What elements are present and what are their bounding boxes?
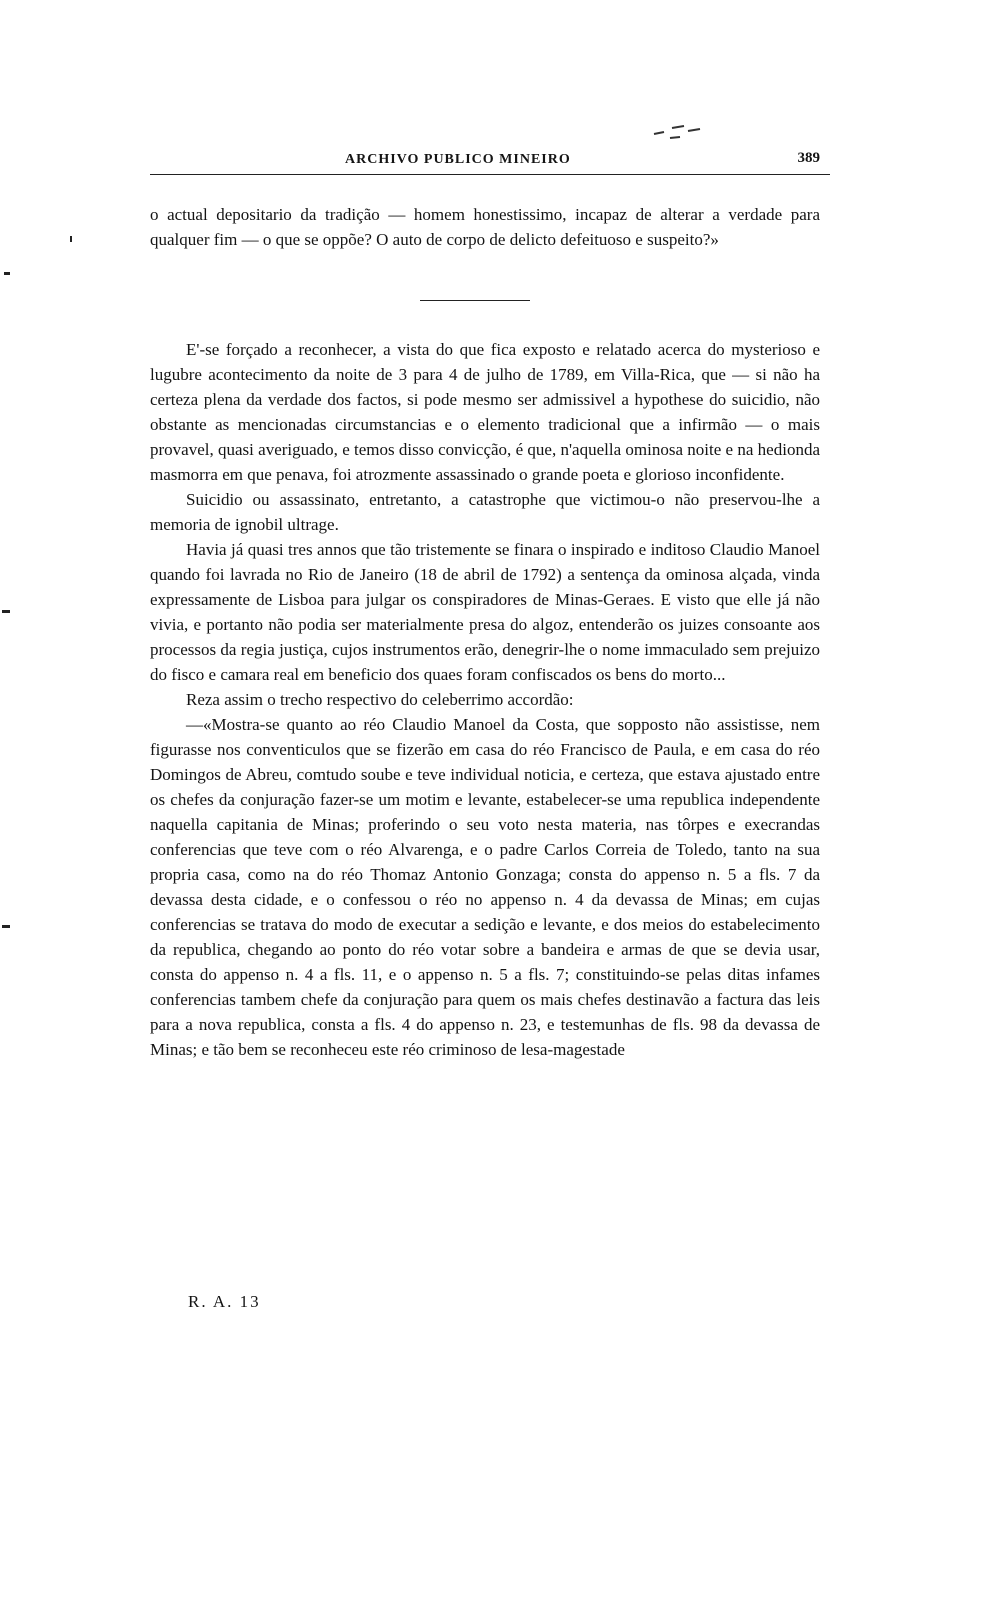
body-text xyxy=(150,337,820,1062)
margin-mark xyxy=(70,236,72,242)
margin-mark xyxy=(4,272,10,275)
running-header xyxy=(150,150,830,175)
paragraph: o actual depositario da tradição — homem honestissimo, incapaz de alterar a verdade para qualquer fim — o que se oppõe? O auto de corpo de delicto defeituoso e suspeito?» xyxy=(150,205,820,249)
opening-paragraph xyxy=(150,202,820,252)
paragraph: Havia já quasi tres annos que tão tristemente se finara o inspirado e inditoso Claudio Manoel quando foi lavrada no Rio de Janeiro (18 de abril de 1792) a sentença da ominosa alçada, vinda expressamente de Lisboa para julgar os conspiradores de Minas-Geraes. E visto que elle já não vivia, e portanto não podia ser materialmente presa do algoz, entenderão os juizes consoante aos processos da regia justiça, cujos instrumentos erão, denegrir-lhe o nome immaculado sem prejuizo do fisco e camara real em beneficio dos quaes foram confiscados os bens do morto... xyxy=(150,540,820,684)
paragraph: Suicidio ou assassinato, entretanto, a catastrophe que victimou-o não preservou-lhe a memoria de ignobil ultrage. xyxy=(150,490,820,534)
running-title: ARCHIVO PUBLICO MINEIRO xyxy=(345,152,571,167)
section-divider xyxy=(420,300,530,301)
ink-smudge-mark xyxy=(650,120,710,142)
margin-mark xyxy=(2,610,10,613)
signature-initials: R. A. 13 xyxy=(188,1292,261,1311)
quoted-sentence-paragraph: —«Mostra-se quanto ao réo Claudio Manoel da Costa, que sopposto não assistisse, nem figurasse nos conventiculos que se fizerão em casa do réo Francisco de Paula, e em casa do réo Domingos de Abreu, comtudo soube e teve individual noticia, e certeza, que estava ajustado entre os chefes da conjuração fazer-se um motim e levante, estabelecer-se uma republica independente naquella capitania de Minas; proferindo o seu voto nesta materia, nas tôrpes e execrandas conferencias que teve com o réo Alvarenga, e o padre Carlos Correia de Toledo, tanto na sua propria casa, como na do réo Thomaz Antonio Gonzaga; consta do appenso n. 5 a fls. 7 da devassa desta cidade, e o confessou o réo no appenso n. 4 da devassa de Minas; em cujas conferencias se tratava do modo de executar a sedição e levante, e dos meios do estabelecimento da republica, chegando ao ponto do réo votar sobre a bandeira e armas de que se devia usar, consta do appenso n. 4 a fls. 11, e o appenso n. 5 a fls. 7; constituindo-se pelas ditas infames conferencias tambem chefe da conjuração para quem os mais chefes destinavão a factura das leis para a nova republica, consta a fls. 4 do appenso n. 23, e testemunhas de fls. 98 da devassa de Minas; e tão bem se reconheceu este réo criminoso de lesa-magestade xyxy=(150,715,820,1059)
page-number: 389 xyxy=(797,150,820,166)
paragraph: Reza assim o trecho respectivo do celeberrimo accordão: xyxy=(186,690,574,709)
paragraph: E'-se forçado a reconhecer, a vista do que fica exposto e relatado acerca do mysterioso e lugubre acontecimento da noite de 3 para 4 de julho de 1789, em Villa-Rica, que — si não ha certeza plena da verdade dos factos, si pode mesmo ser admissivel a hypothese do suicidio, não obstante as mencionadas circumstancias e o elemento tradicional que a infirmão — o mais provavel, quasi averiguado, e temos disso convicção, é que, n'aquella ominosa noite e na hedionda masmorra em que penava, foi atrozmente assassinado o grande poeta e glorioso inconfidente. xyxy=(150,340,820,484)
margin-mark xyxy=(2,925,10,928)
